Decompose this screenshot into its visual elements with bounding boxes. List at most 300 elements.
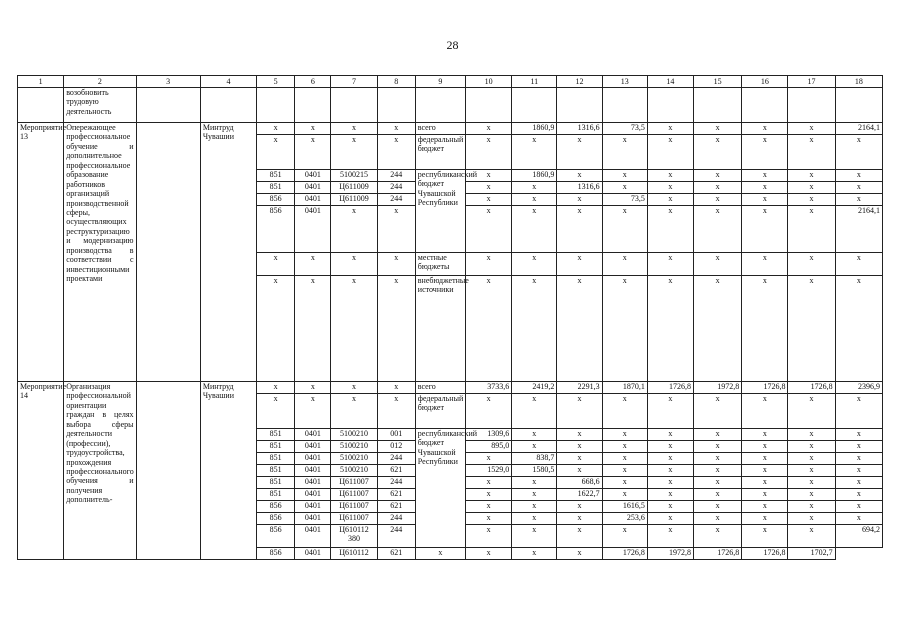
expense-code: 244 [377, 525, 415, 548]
amount-2017: x [694, 194, 742, 206]
target-code: 5100215 [331, 170, 377, 182]
empty-cell [331, 88, 377, 123]
amount-2019: x [788, 429, 835, 441]
amount-2015: 1616,5 [602, 501, 647, 513]
section-code: 0401 [295, 453, 331, 465]
amount-2016: x [647, 194, 693, 206]
target-code: x [331, 123, 377, 135]
grbs-code: x [257, 135, 295, 170]
amount-2014: x [512, 548, 557, 560]
amount-2019: x [788, 206, 835, 253]
amount-2017: x [694, 501, 742, 513]
expense-code: 244 [377, 182, 415, 194]
header-cell-7: 7 [331, 76, 377, 88]
amount-2012: x [466, 394, 512, 429]
amount-2013: x [512, 206, 557, 253]
amount-2015: x [602, 135, 647, 170]
expense-code: 244 [377, 453, 415, 465]
header-cell-3: 3 [136, 76, 200, 88]
amount-2018: x [742, 453, 788, 465]
amount-2017: x [694, 170, 742, 182]
amount-2019: x [788, 276, 835, 382]
amount-2017: 1972,8 [694, 382, 742, 394]
amount-2016: x [647, 135, 693, 170]
amount-2013: 2419,2 [512, 382, 557, 394]
amount-2018: x [742, 441, 788, 453]
grbs-code: 851 [257, 170, 295, 182]
measure-14-label: Мероприятие 14 [18, 382, 64, 560]
empty-cell [200, 88, 256, 123]
amount-2013: x [512, 135, 557, 170]
amount-2017: 1972,8 [647, 548, 693, 560]
amount-2017: x [694, 394, 742, 429]
grbs-code: 851 [257, 429, 295, 441]
amount-2015: x [602, 465, 647, 477]
empty-cell [694, 88, 742, 123]
section-code: x [295, 382, 331, 394]
amount-2014: x [557, 465, 602, 477]
amount-2015: x [602, 441, 647, 453]
expense-code: 244 [377, 513, 415, 525]
empty-cell [835, 88, 882, 123]
amount-2013: x [512, 441, 557, 453]
empty-cell [136, 123, 200, 382]
budget-table [17, 75, 883, 560]
amount-2015: x [602, 453, 647, 465]
amount-2012: x [466, 276, 512, 382]
section-code: x [295, 123, 331, 135]
amount-2020: x [835, 253, 882, 276]
empty-cell [136, 382, 200, 560]
section-code: x [295, 276, 331, 382]
amount-2012: x [466, 206, 512, 253]
empty-cell [377, 88, 415, 123]
amount-2014: 1316,6 [557, 182, 602, 194]
grbs-code: 851 [257, 182, 295, 194]
amount-2013: x [512, 394, 557, 429]
amount-2016: x [647, 489, 693, 501]
header-cell-6: 6 [295, 76, 331, 88]
section-code: 0401 [295, 170, 331, 182]
target-code: 5100210 [331, 429, 377, 441]
amount-2017: x [694, 441, 742, 453]
header-cell-16: 16 [742, 76, 788, 88]
amount-2017: x [694, 525, 742, 548]
expense-code: x [377, 206, 415, 253]
amount-2019: x [788, 135, 835, 170]
amount-2015: 73,5 [602, 123, 647, 135]
amount-2015: 253,6 [602, 513, 647, 525]
funding-source: всего [415, 382, 465, 394]
target-code: Ц610112 [331, 548, 377, 560]
grbs-code: 851 [257, 477, 295, 489]
amount-2012: 895,0 [466, 441, 512, 453]
amount-2014: x [557, 394, 602, 429]
header-cell-12: 12 [557, 76, 602, 88]
expense-code: x [377, 394, 415, 429]
amount-2020: 1702,7 [788, 548, 835, 560]
amount-2020: x [835, 394, 882, 429]
amount-2012: x [466, 135, 512, 170]
grbs-code: 851 [257, 465, 295, 477]
amount-2019: x [788, 477, 835, 489]
amount-2012: x [466, 170, 512, 182]
target-code: Ц611007 [331, 489, 377, 501]
amount-2012: x [466, 182, 512, 194]
funding-source-regional: республиканский бюджет Чувашской Республики [415, 429, 465, 548]
amount-2012: 1529,0 [466, 465, 512, 477]
header-cell-2: 2 [64, 76, 136, 88]
section-code: 0401 [295, 513, 331, 525]
section-code: 0401 [295, 501, 331, 513]
header-cell-17: 17 [788, 76, 835, 88]
grbs-code: 851 [257, 441, 295, 453]
grbs-code: 856 [257, 548, 295, 560]
section-code: x [295, 253, 331, 276]
amount-2019: x [788, 394, 835, 429]
empty-cell [257, 88, 295, 123]
grbs-code: x [257, 394, 295, 429]
amount-2012: x [466, 513, 512, 525]
amount-2014: x [557, 170, 602, 182]
amount-2015: 1870,1 [602, 382, 647, 394]
measure-13-label: Мероприятие 13 [18, 123, 64, 382]
grbs-code: x [257, 253, 295, 276]
amount-2020: x [835, 513, 882, 525]
amount-2016: x [647, 513, 693, 525]
funding-source: федеральный бюджет [415, 135, 465, 170]
amount-2013: x [466, 548, 512, 560]
amount-2014: x [557, 206, 602, 253]
target-code: Ц611009 [331, 182, 377, 194]
amount-2013: x [512, 513, 557, 525]
amount-2015: x [602, 253, 647, 276]
amount-2018: x [742, 513, 788, 525]
grbs-code: 856 [257, 525, 295, 548]
section-code: 0401 [295, 548, 331, 560]
section-code: x [295, 394, 331, 429]
expense-code: 621 [377, 501, 415, 513]
amount-2020: x [835, 182, 882, 194]
amount-2017: x [694, 123, 742, 135]
target-code: 5100210 [331, 441, 377, 453]
amount-2015: x [602, 429, 647, 441]
expense-code: x [377, 135, 415, 170]
section-code: 0401 [295, 465, 331, 477]
amount-2013: 1860,9 [512, 123, 557, 135]
expense-code: x [377, 382, 415, 394]
amount-2019: x [788, 253, 835, 276]
amount-2014: x [557, 194, 602, 206]
amount-2016: 1726,8 [647, 382, 693, 394]
grbs-code: 856 [257, 513, 295, 525]
amount-2017: x [694, 477, 742, 489]
section-code: 0401 [295, 489, 331, 501]
amount-2020: 2164,1 [835, 123, 882, 135]
amount-2016: x [647, 123, 693, 135]
amount-2016: x [647, 429, 693, 441]
amount-2016: x [647, 441, 693, 453]
target-code: Ц611007 [331, 501, 377, 513]
funding-source-regional: республиканский бюджет Чувашской Республики [415, 170, 465, 253]
section-code: 0401 [295, 182, 331, 194]
amount-2013: x [512, 182, 557, 194]
amount-2015: x [602, 182, 647, 194]
expense-code: x [377, 276, 415, 382]
grbs-code: x [257, 382, 295, 394]
amount-2014: 668,6 [557, 477, 602, 489]
header-cell-18: 18 [835, 76, 882, 88]
amount-2016: x [647, 453, 693, 465]
amount-2016: x [647, 276, 693, 382]
amount-2018: x [742, 501, 788, 513]
expense-code: 012 [377, 441, 415, 453]
grbs-code: 856 [257, 501, 295, 513]
amount-2019: x [788, 123, 835, 135]
amount-2016: x [647, 170, 693, 182]
amount-2016: 1726,8 [602, 548, 647, 560]
amount-2020: 2396,9 [835, 382, 882, 394]
amount-2016: x [647, 182, 693, 194]
amount-2014: x [557, 429, 602, 441]
amount-2015: x [602, 206, 647, 253]
amount-2018: x [742, 123, 788, 135]
header-cell-8: 8 [377, 76, 415, 88]
empty-cell [788, 88, 835, 123]
expense-code: 621 [377, 465, 415, 477]
target-code: Ц611007 [331, 477, 377, 489]
header-cell-1: 1 [18, 76, 64, 88]
amount-2019: x [788, 525, 835, 548]
amount-2014: x [557, 513, 602, 525]
amount-2013: 1860,9 [512, 170, 557, 182]
amount-2018: x [742, 525, 788, 548]
amount-2013: x [512, 194, 557, 206]
empty-cell [602, 88, 647, 123]
amount-2016: x [647, 525, 693, 548]
amount-2018: x [742, 465, 788, 477]
amount-2018: x [742, 206, 788, 253]
amount-2013: x [512, 477, 557, 489]
target-code: x [331, 135, 377, 170]
amount-2019: 1726,8 [742, 548, 788, 560]
amount-2017: x [694, 513, 742, 525]
amount-2012: x [466, 477, 512, 489]
target-code: Ц611009 [331, 194, 377, 206]
amount-2019: x [788, 453, 835, 465]
empty-cell [18, 88, 64, 123]
grbs-code: 856 [257, 194, 295, 206]
funding-source: внебюджетные источники [415, 276, 465, 382]
amount-2019: x [788, 441, 835, 453]
grbs-code: x [257, 276, 295, 382]
amount-2013: x [512, 489, 557, 501]
header-cell-15: 15 [694, 76, 742, 88]
amount-2020: x [835, 194, 882, 206]
header-cell-10: 10 [466, 76, 512, 88]
amount-2016: x [647, 477, 693, 489]
measure-14-row [18, 382, 883, 394]
header-cell-4: 4 [200, 76, 256, 88]
amount-2016: x [647, 206, 693, 253]
amount-2015: x [602, 477, 647, 489]
funding-source: всего [415, 123, 465, 135]
amount-2016: x [647, 465, 693, 477]
amount-2020: x [835, 135, 882, 170]
amount-2020: x [835, 465, 882, 477]
amount-2012: x [466, 501, 512, 513]
empty-cell [557, 88, 602, 123]
amount-2020: x [835, 477, 882, 489]
amount-2017: x [694, 429, 742, 441]
expense-code: 621 [377, 489, 415, 501]
amount-2018: 1726,8 [694, 548, 742, 560]
target-code: Ц610112 380 [331, 525, 377, 548]
amount-2012: x [466, 453, 512, 465]
amount-2014: 2291,3 [557, 382, 602, 394]
expense-code: 621 [377, 548, 415, 560]
header-row [18, 76, 883, 88]
amount-2014: x [557, 253, 602, 276]
section-code: 0401 [295, 441, 331, 453]
amount-2012: 3733,6 [466, 382, 512, 394]
amount-2014: x [557, 525, 602, 548]
amount-2020: 2164,1 [835, 206, 882, 253]
amount-2018: 1726,8 [742, 382, 788, 394]
amount-2014: x [557, 441, 602, 453]
measure-13-description: Опережающее профессиональное обучение и дополнительное профессиональное образование работников организаций производственной сферы, осуществляющих реструктуризацию и модернизацию производства в соответствии с инвестиционными проектами [64, 123, 136, 382]
header-cell-11: 11 [512, 76, 557, 88]
amount-2018: x [742, 253, 788, 276]
amount-2019: x [788, 513, 835, 525]
amount-2019: x [788, 465, 835, 477]
empty-cell [512, 88, 557, 123]
amount-2019: x [788, 194, 835, 206]
target-code: 5100210 [331, 465, 377, 477]
amount-2020: x [835, 170, 882, 182]
amount-2013: x [512, 501, 557, 513]
header-cell-9: 9 [415, 76, 465, 88]
amount-2018: x [742, 429, 788, 441]
header-cell-14: 14 [647, 76, 693, 88]
section-code: 0401 [295, 429, 331, 441]
amount-2012: 1309,6 [466, 429, 512, 441]
section-code: 0401 [295, 194, 331, 206]
amount-2018: x [742, 135, 788, 170]
empty-cell [466, 88, 512, 123]
amount-2016: x [647, 394, 693, 429]
funding-source: федеральный бюджет [415, 394, 465, 429]
amount-2015: x [602, 525, 647, 548]
amount-2018: x [742, 276, 788, 382]
empty-cell [415, 88, 465, 123]
measure-13-executor: Минтруд Чувашии [200, 123, 256, 382]
expense-code: 244 [377, 194, 415, 206]
amount-2017: x [694, 489, 742, 501]
amount-2017: x [694, 135, 742, 170]
amount-2019: 1726,8 [788, 382, 835, 394]
amount-2012: x [466, 194, 512, 206]
measure-13-row [18, 123, 883, 135]
amount-2013: x [512, 525, 557, 548]
amount-2018: x [742, 477, 788, 489]
empty-cell [647, 88, 693, 123]
amount-2019: x [788, 489, 835, 501]
section-code: x [295, 135, 331, 170]
grbs-code: 851 [257, 489, 295, 501]
amount-2014: 1622,7 [557, 489, 602, 501]
amount-2014: x [557, 453, 602, 465]
target-code: Ц611007 [331, 513, 377, 525]
amount-2018: x [742, 489, 788, 501]
carry-over-text: возобновить трудовую деятельность [64, 88, 136, 123]
grbs-code: x [257, 123, 295, 135]
amount-2020: x [835, 501, 882, 513]
amount-2018: x [742, 170, 788, 182]
expense-code: 244 [377, 170, 415, 182]
amount-2015: x [602, 170, 647, 182]
amount-2017: x [694, 465, 742, 477]
target-code: x [331, 206, 377, 253]
empty-cell [742, 88, 788, 123]
amount-2013: 838,7 [512, 453, 557, 465]
funding-source: местные бюджеты [415, 253, 465, 276]
amount-2012: x [466, 253, 512, 276]
empty-cell [136, 88, 200, 123]
amount-2013: x [512, 253, 557, 276]
grbs-code: 851 [257, 453, 295, 465]
grbs-code: 856 [257, 206, 295, 253]
amount-2014: 1316,6 [557, 123, 602, 135]
amount-2013: 1580,5 [512, 465, 557, 477]
expense-code: 001 [377, 429, 415, 441]
amount-2018: x [742, 182, 788, 194]
amount-2019: x [788, 501, 835, 513]
carry-over-row [18, 88, 883, 123]
amount-2015: x [602, 394, 647, 429]
amount-2015: x [557, 548, 602, 560]
section-code: 0401 [295, 477, 331, 489]
measure-14-executor: Минтруд Чувашии [200, 382, 256, 560]
target-code: x [331, 382, 377, 394]
section-code: 0401 [295, 525, 331, 548]
amount-2018: x [742, 394, 788, 429]
amount-2017: x [694, 276, 742, 382]
target-code: x [331, 253, 377, 276]
amount-2012: x [466, 525, 512, 548]
amount-2015: x [602, 489, 647, 501]
amount-2014: x [557, 135, 602, 170]
amount-2019: x [788, 182, 835, 194]
amount-2013: x [512, 429, 557, 441]
expense-code: 244 [377, 477, 415, 489]
target-code: x [331, 394, 377, 429]
empty-cell [295, 88, 331, 123]
amount-2015: x [602, 276, 647, 382]
amount-2012: x [415, 548, 465, 560]
amount-2016: x [647, 253, 693, 276]
header-cell-13: 13 [602, 76, 647, 88]
amount-2014: x [557, 276, 602, 382]
amount-2018: x [742, 194, 788, 206]
amount-2020: x [835, 489, 882, 501]
target-code: x [331, 276, 377, 382]
amount-2017: x [694, 253, 742, 276]
amount-2020: x [835, 453, 882, 465]
amount-2015: 73,5 [602, 194, 647, 206]
amount-2012: x [466, 123, 512, 135]
amount-2016: x [647, 501, 693, 513]
